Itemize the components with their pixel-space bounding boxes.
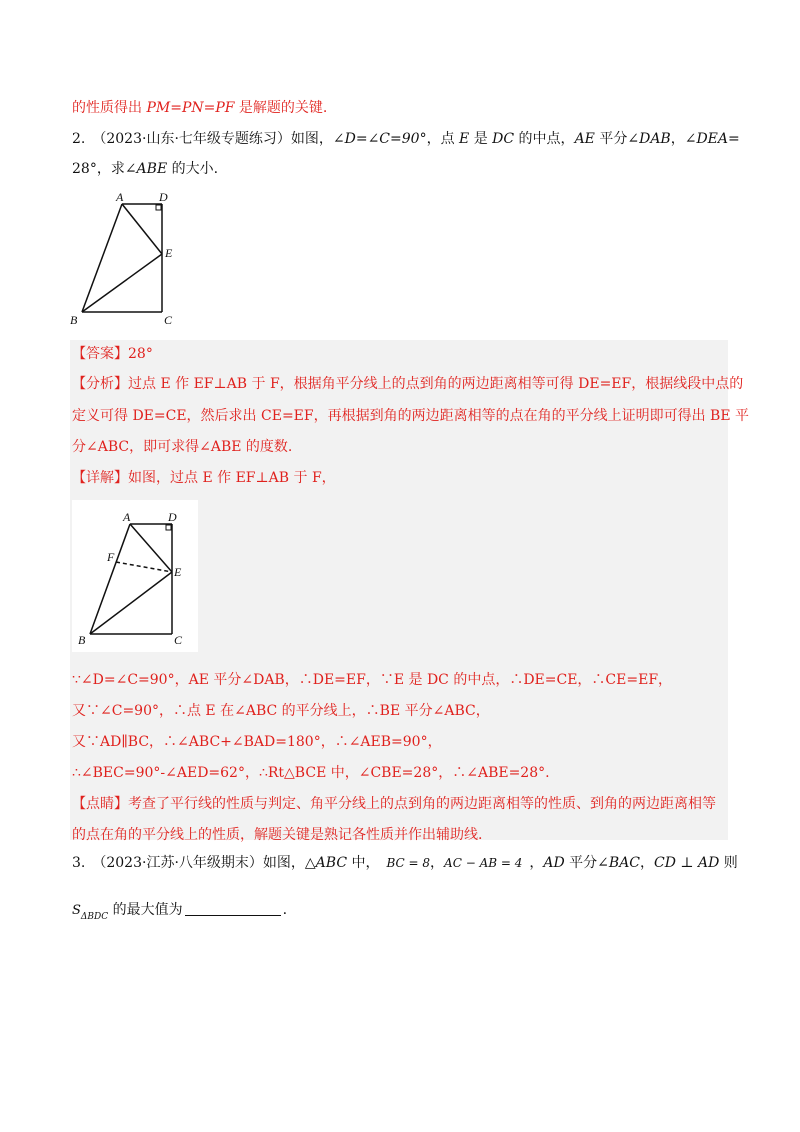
fig2-label-E: E xyxy=(174,565,182,579)
q2-line2: 28°，求∠ABE 的大小. xyxy=(72,161,219,177)
fig2-label-C: C xyxy=(174,633,183,647)
q2-number: 2. xyxy=(72,131,86,147)
fig2-label-D: D xyxy=(168,510,177,524)
label-E: E xyxy=(165,246,173,260)
q2-line1: 2. （2023·山东·七年级专题练习）如图，∠D=∠C=90°，点 E 是 DC 的中点，AE 平分∠DAB，∠DEA= xyxy=(72,131,740,147)
q3-line1: 3. （2023·江苏·八年级期末）如图，△ABC 中， BC = 8，AC − AB = 4 ，AD 平分∠BAC，CD ⊥ AD 则 xyxy=(72,855,738,871)
answer-tag: 【答案】 xyxy=(72,346,128,362)
q3-number: 3. xyxy=(72,855,86,871)
answer-blank[interactable] xyxy=(185,901,281,916)
fig2-label-B: B xyxy=(78,633,86,647)
analysis-line1: 【分析】过点 E 作 EF⊥AB 于 F，根据角平分线上的点到角的两边距离相等可得 DE=EF，根据线段中点的 xyxy=(72,376,744,392)
proof-line1: ∵∠D=∠C=90°，AE 平分∠DAB，∴DE=EF，∵E 是 DC 的中点，∴DE=CE，∴CE=EF， xyxy=(72,672,673,688)
proof-line4: ∴∠BEC=90°-∠AED=62°，∴Rt△BCE 中，∠CBE=28°，∴∠ABE=28°. xyxy=(72,765,550,781)
comment-tag: 【点睛】 xyxy=(72,796,128,812)
proof-line3: 又∵AD∥BC，∴∠ABC+∠BAD=180°，∴∠AEB=90°， xyxy=(72,734,442,750)
fig2-label-F: F xyxy=(107,550,115,564)
solution-figure xyxy=(72,500,198,652)
analysis-line2: 定义可得 DE=CE，然后求出 CE=EF，再根据到角的两边距离相等的点在角的平分线上证明即可得出 BE 平 xyxy=(72,408,750,424)
analysis-line3: 分∠ABC，即可求得∠ABE 的度数. xyxy=(72,439,293,455)
detail-tag: 【详解】 xyxy=(72,470,128,486)
comment-line2: 的点在角的平分线上的性质，解题关键是熟记各性质并作出辅助线. xyxy=(72,827,483,843)
label-D: D xyxy=(159,190,168,204)
detail-line1: 【详解】如图，过点 E 作 EF⊥AB 于 F， xyxy=(72,470,336,486)
q3-line2: $S_{\Delta BDC}$ 的最大值为 . xyxy=(72,902,288,922)
fig2-label-A: A xyxy=(123,510,131,524)
label-A: A xyxy=(116,190,124,204)
q2-figure xyxy=(66,188,196,330)
tail-math: PM=PN=PF xyxy=(146,100,235,116)
answer-line xyxy=(72,344,153,364)
proof-line2: 又∵∠C=90°，∴点 E 在∠ABC 的平分线上，∴BE 平分∠ABC， xyxy=(72,703,490,719)
analysis-tag: 【分析】 xyxy=(72,376,128,392)
prev-answer-tail: 的性质得出 PM=PN=PF 是解题的关键. xyxy=(72,100,328,116)
label-C: C xyxy=(164,313,173,327)
answer-value: 28° xyxy=(128,346,153,362)
label-B: B xyxy=(70,313,78,327)
comment-line1: 【点睛】考查了平行线的性质与判定、角平分线上的点到角的两边距离相等的性质、到角的两边距离相等 xyxy=(72,796,716,812)
